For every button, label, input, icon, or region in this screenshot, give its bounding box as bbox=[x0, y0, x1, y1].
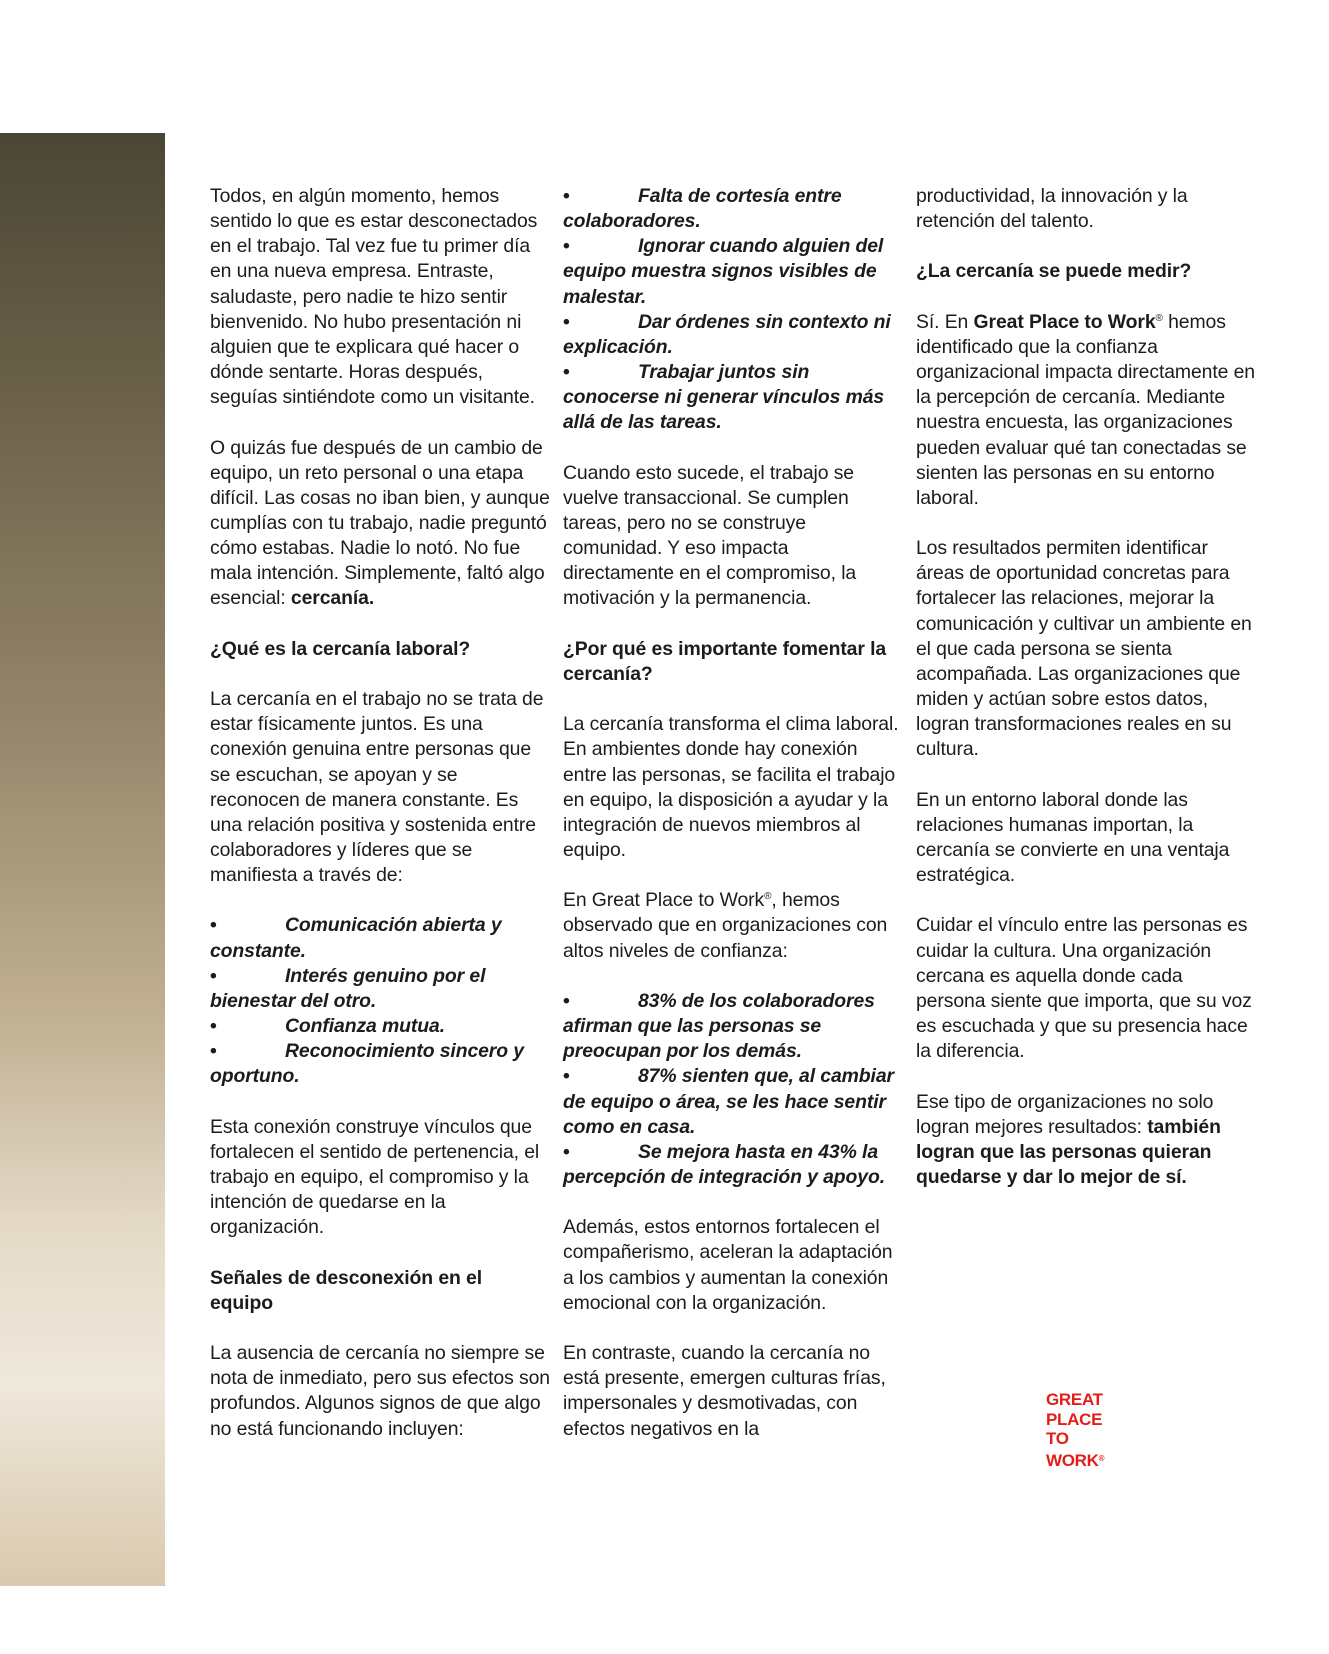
paragraph: productividad, la innovación y la retención del talento. bbox=[916, 185, 1188, 233]
bullet-icon: • bbox=[210, 1015, 217, 1038]
paragraph: Los resultados permiten identificar áreas de oportunidad concretas para fortalecer las relaciones, mejorar la comunicación y cultivar un ambiente en el que cada persona se sienta acompañada. Las organizaciones que miden y actúan sobre estos datos, logran transformaciones reales en su cultura. bbox=[916, 537, 1252, 761]
bold-text: cercanía. bbox=[290, 587, 375, 610]
paragraph: Todos, en algún momento, hemos sentido lo que es estar desconectados en el trabajo. Tal vez fue tu primer día en una nueva empresa. Entraste, saludaste, pero nadie te hizo sentir bienvenido. No hubo presentación ni alguien que te explicara qué hacer o dónde sentarte. Horas después, seguías sintiéndote como un visitante. bbox=[210, 185, 538, 409]
great-place-to-work-logo: GREAT PLACE TO WORK® bbox=[1046, 1390, 1105, 1470]
bullet-icon: • bbox=[563, 989, 570, 1012]
bullet-icon: • bbox=[210, 964, 217, 987]
paragraph: Ese tipo de organizaciones no solo logran mejores resultados: también logran que las personas quieran quedarse y dar lo mejor de sí. bbox=[916, 1090, 1221, 1188]
bold-text: Great Place to Work bbox=[973, 310, 1156, 333]
list-item: • Confianza mutua. bbox=[210, 1014, 550, 1039]
section-heading: ¿Por qué es importante fomentar la cercanía? bbox=[563, 637, 887, 685]
paragraph: En contraste, cuando la cercanía no está presente, emergen culturas frías, impersonales y desmotivadas, con efectos negativos en la bbox=[563, 1342, 886, 1440]
list-item: • Trabajar juntos sin conocerse ni generar vínculos más allá de las tareas. bbox=[563, 361, 885, 434]
list-item: • Comunicación abierta y constante. bbox=[210, 914, 502, 962]
bullet-icon: • bbox=[563, 235, 570, 258]
bold-text: también logran que las personas quieran quedarse y dar lo mejor de sí. bbox=[916, 1115, 1221, 1188]
paragraph: O quizás fue después de un cambio de equipo, un reto personal o una etapa difícil. Las cosas no iban bien, y aunque cumplías con tu trabajo, nadie preguntó cómo estabas. Nadie lo notó. No fue mala intención. Simplemente, faltó algo esencial: cercanía. bbox=[210, 436, 550, 610]
section-heading: Señales de desconexión en el equipo bbox=[210, 1266, 483, 1314]
bullet-icon: • bbox=[563, 1065, 570, 1088]
list-item: • 87% sienten que, al cambiar de equipo o área, se les hace sentir como en casa. bbox=[563, 1065, 894, 1138]
column-3 bbox=[916, 184, 1256, 1190]
paragraph: Cuidar el vínculo entre las personas es cuidar la cultura. Una organización cercana es aquella donde cada persona siente que importa, que su voz es escuchada y que su presencia hace la diferencia. bbox=[916, 914, 1252, 1063]
list-item: • Se mejora hasta en 43% la percepción de integración y apoyo. bbox=[563, 1140, 886, 1189]
section-heading: ¿La cercanía se puede medir? bbox=[916, 260, 1192, 283]
list-item: • 83% de los colaboradores afirman que las personas se preocupan por los demás. bbox=[563, 989, 875, 1063]
paragraph: Sí. En Great Place to Work® hemos identificado que la confianza organizacional impacta directamente en la percepción de cercanía. Mediante nuestra encuesta, las organizaciones pueden evaluar qué tan conectadas se sienten las personas en su entorno laboral. bbox=[916, 310, 1255, 509]
column-2 bbox=[563, 184, 903, 1442]
list-item: • Reconocimiento sincero y oportuno. bbox=[210, 1040, 524, 1088]
paragraph: La cercanía en el trabajo no se trata de estar físicamente juntos. Es una conexión genuina entre personas que se escuchan, se apoyan y se reconocen de manera constante. Es una relación positiva y sostenida entre colaboradores y líderes que se manifiesta a través de: bbox=[210, 688, 544, 887]
bullet-icon: • bbox=[563, 1140, 570, 1163]
registered-mark: ® bbox=[1155, 312, 1163, 324]
bullet-icon: • bbox=[210, 1040, 217, 1063]
bullet-icon: • bbox=[563, 185, 570, 207]
bullet-icon: • bbox=[210, 914, 217, 937]
list-item: • Interés genuino por el bienestar del otro. bbox=[210, 964, 486, 1012]
paragraph: La cercanía transforma el clima laboral. En ambientes donde hay conexión entre las personas, se facilita el trabajo en equipo, la disposición a ayudar y la integración de nuevos miembros al equipo. bbox=[563, 713, 899, 862]
list-item: • Falta de cortesía entre colaboradores. bbox=[563, 185, 842, 233]
paragraph: La ausencia de cercanía no siempre se nota de inmediato, pero sus efectos son profundos. Algunos signos de que algo no está funcionando incluyen: bbox=[210, 1342, 550, 1440]
registered-mark: ® bbox=[764, 891, 772, 903]
paragraph: Cuando esto sucede, el trabajo se vuelve transaccional. Se cumplen tareas, pero no se construye comunidad. Y eso impacta directamente en el compromiso, la motivación y la permanencia. bbox=[563, 461, 857, 610]
paragraph: En Great Place to Work®, hemos observado que en organizaciones con altos niveles de confianza: bbox=[563, 889, 888, 962]
list-item: • Ignorar cuando alguien del equipo muestra signos visibles de malestar. bbox=[563, 235, 884, 308]
decorative-side-band bbox=[0, 133, 165, 1586]
paragraph: Esta conexión construye vínculos que fortalecen el sentido de pertenencia, el trabajo en equipo, el compromiso y la intención de quedarse en la organización. bbox=[210, 1115, 540, 1239]
paragraph: En un entorno laboral donde las relaciones humanas importan, la cercanía se convierte en una ventaja estratégica. bbox=[916, 788, 1230, 887]
paragraph: Además, estos entornos fortalecen el compañerismo, aceleran la adaptación a los cambios y aumentan la conexión emocional con la organización. bbox=[563, 1216, 893, 1314]
bullet-icon: • bbox=[563, 361, 570, 384]
column-1 bbox=[210, 184, 550, 1442]
section-heading: ¿Qué es la cercanía laboral? bbox=[210, 637, 471, 660]
list-item: • Dar órdenes sin contexto ni explicación. bbox=[563, 310, 891, 358]
bullet-icon: • bbox=[563, 310, 570, 333]
